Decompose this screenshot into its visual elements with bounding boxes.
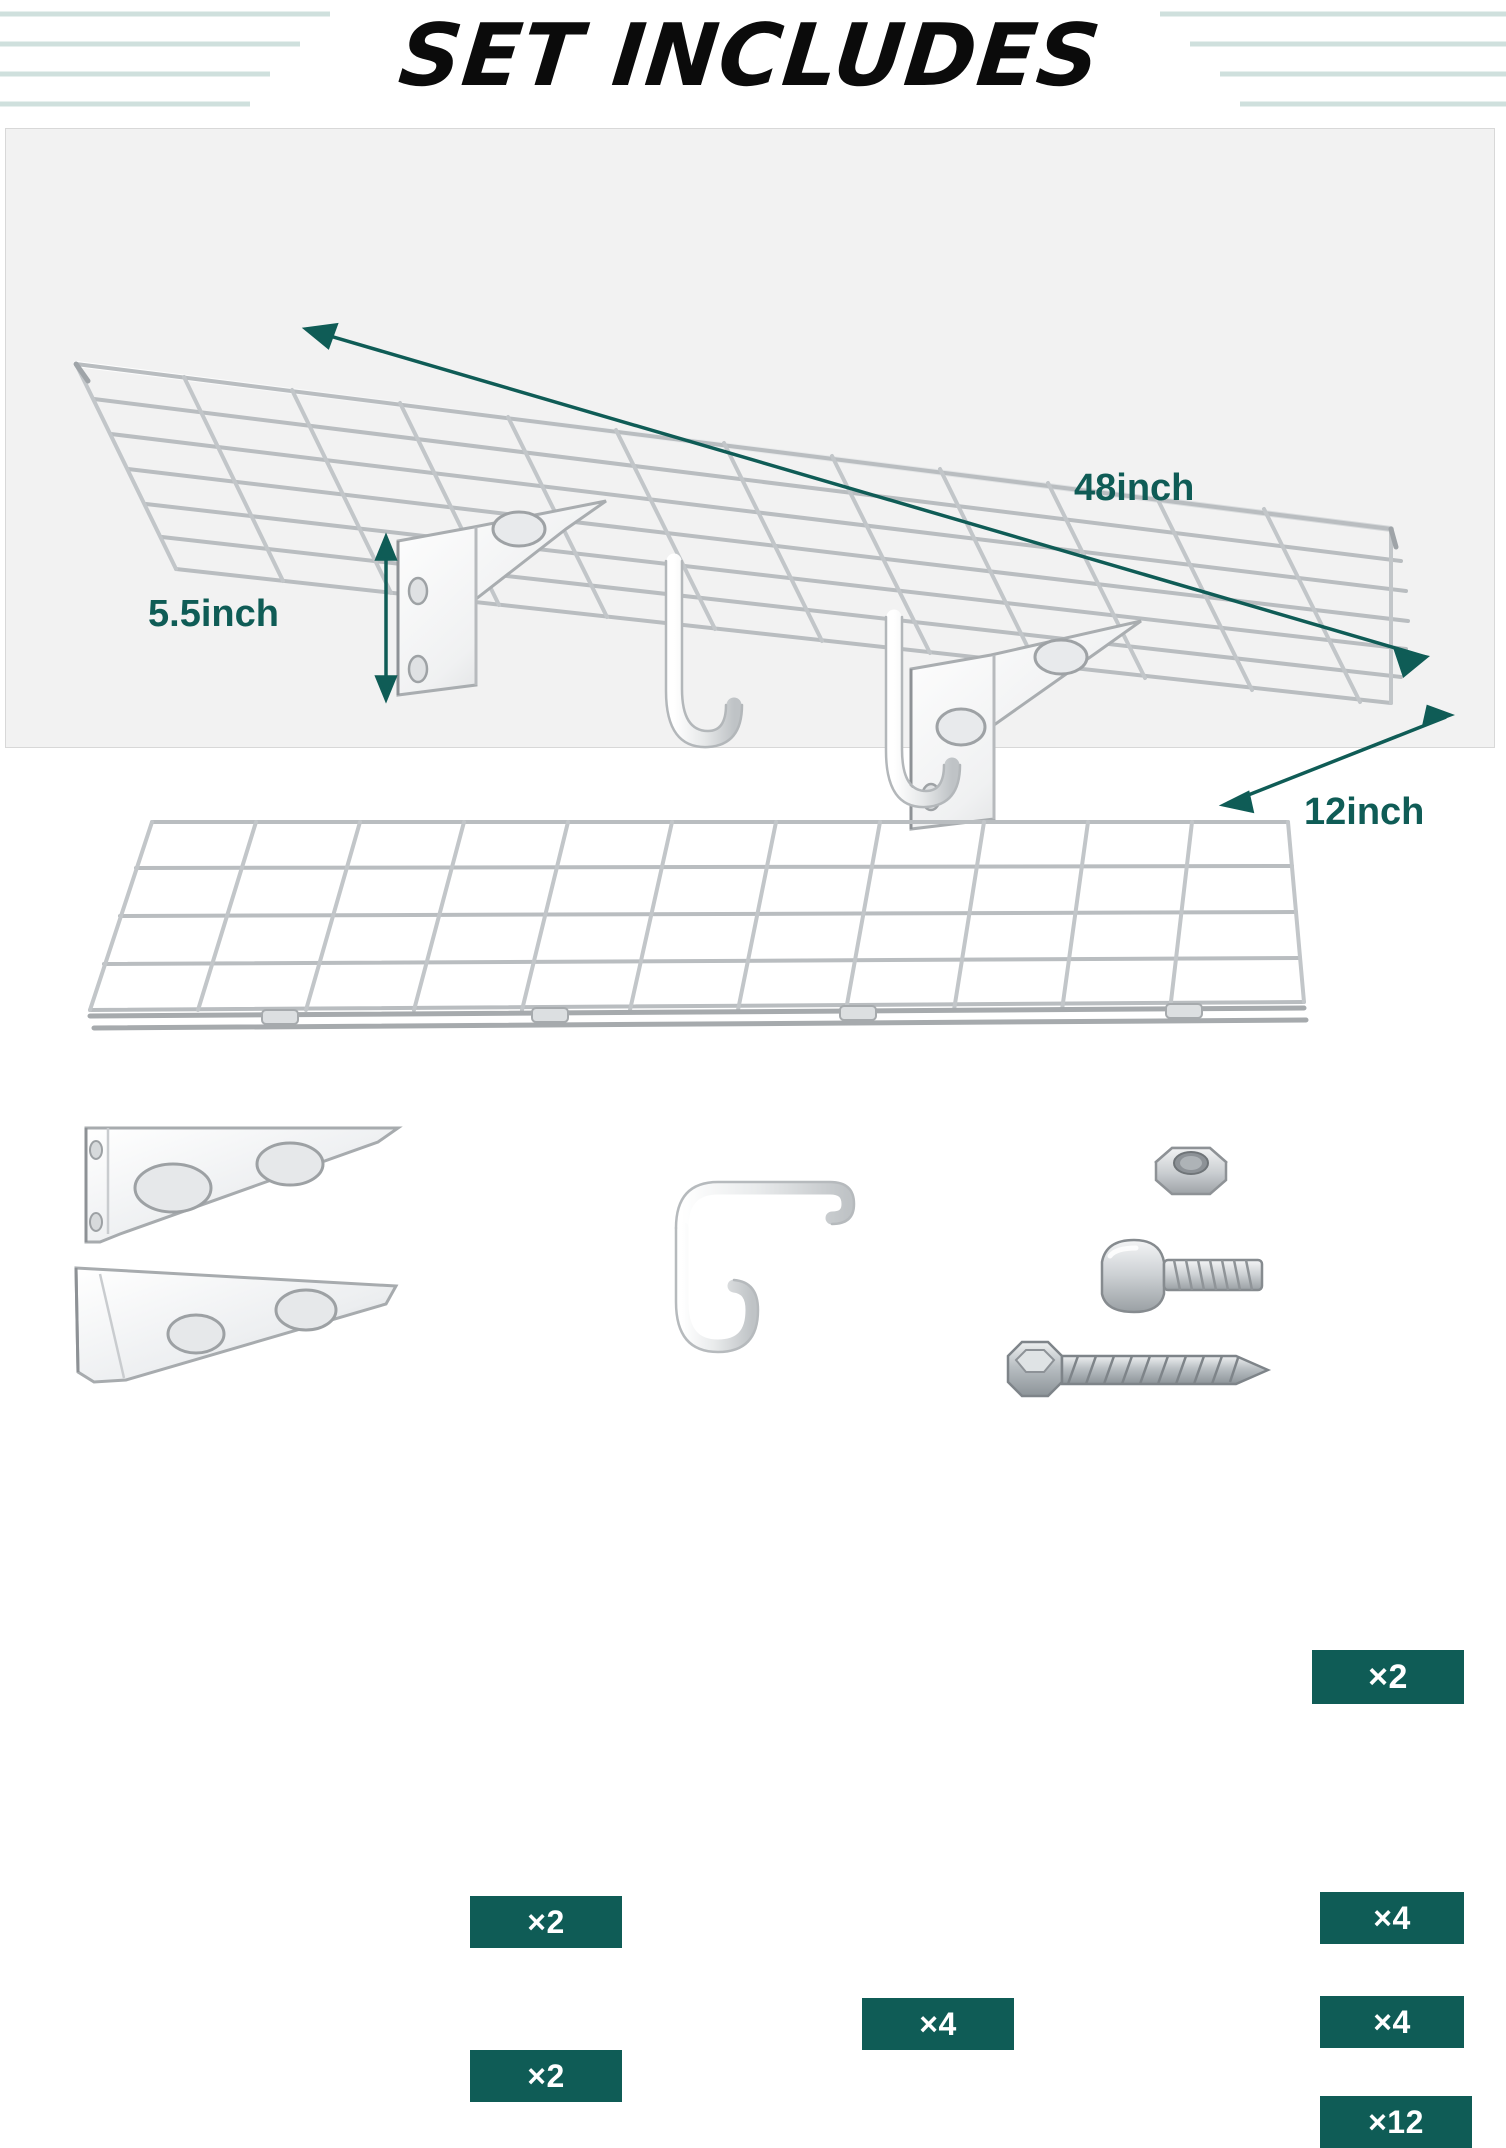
dimension-height-label: 5.5inch bbox=[148, 593, 279, 635]
support-bracket-top-illustration bbox=[78, 1122, 408, 1252]
wire-shelf-panel-illustration bbox=[80, 810, 1310, 1080]
parts-list bbox=[0, 760, 1500, 2140]
hex-nut-illustration bbox=[1136, 1138, 1246, 1218]
qty-badge-bracket-bottom: ×2 bbox=[470, 2050, 622, 2102]
dimension-length-label: 48inch bbox=[1074, 467, 1195, 509]
bracket-left-illustration bbox=[398, 501, 606, 695]
qty-badge-shelf: ×2 bbox=[1312, 1650, 1464, 1704]
qty-badge-nut: ×4 bbox=[1320, 1892, 1464, 1944]
page-title: SET INCLUDES bbox=[394, 6, 1106, 106]
wood-screw-illustration bbox=[1000, 1330, 1300, 1410]
qty-badge-screw: ×12 bbox=[1320, 2096, 1472, 2148]
qty-badge-bracket-top: ×2 bbox=[470, 1896, 622, 1948]
hero-panel bbox=[5, 128, 1495, 833]
header bbox=[0, 0, 1500, 120]
machine-bolt-illustration bbox=[1090, 1232, 1280, 1322]
qty-badge-bolt: ×4 bbox=[1320, 1996, 1464, 2048]
support-bracket-bottom-illustration bbox=[66, 1260, 406, 1390]
shelf-perspective-illustration bbox=[6, 129, 1496, 749]
dimension-depth-label: 12inch bbox=[1304, 791, 1425, 833]
utility-hook-illustration bbox=[660, 1170, 870, 1360]
qty-badge-hook: ×4 bbox=[862, 1998, 1014, 2050]
